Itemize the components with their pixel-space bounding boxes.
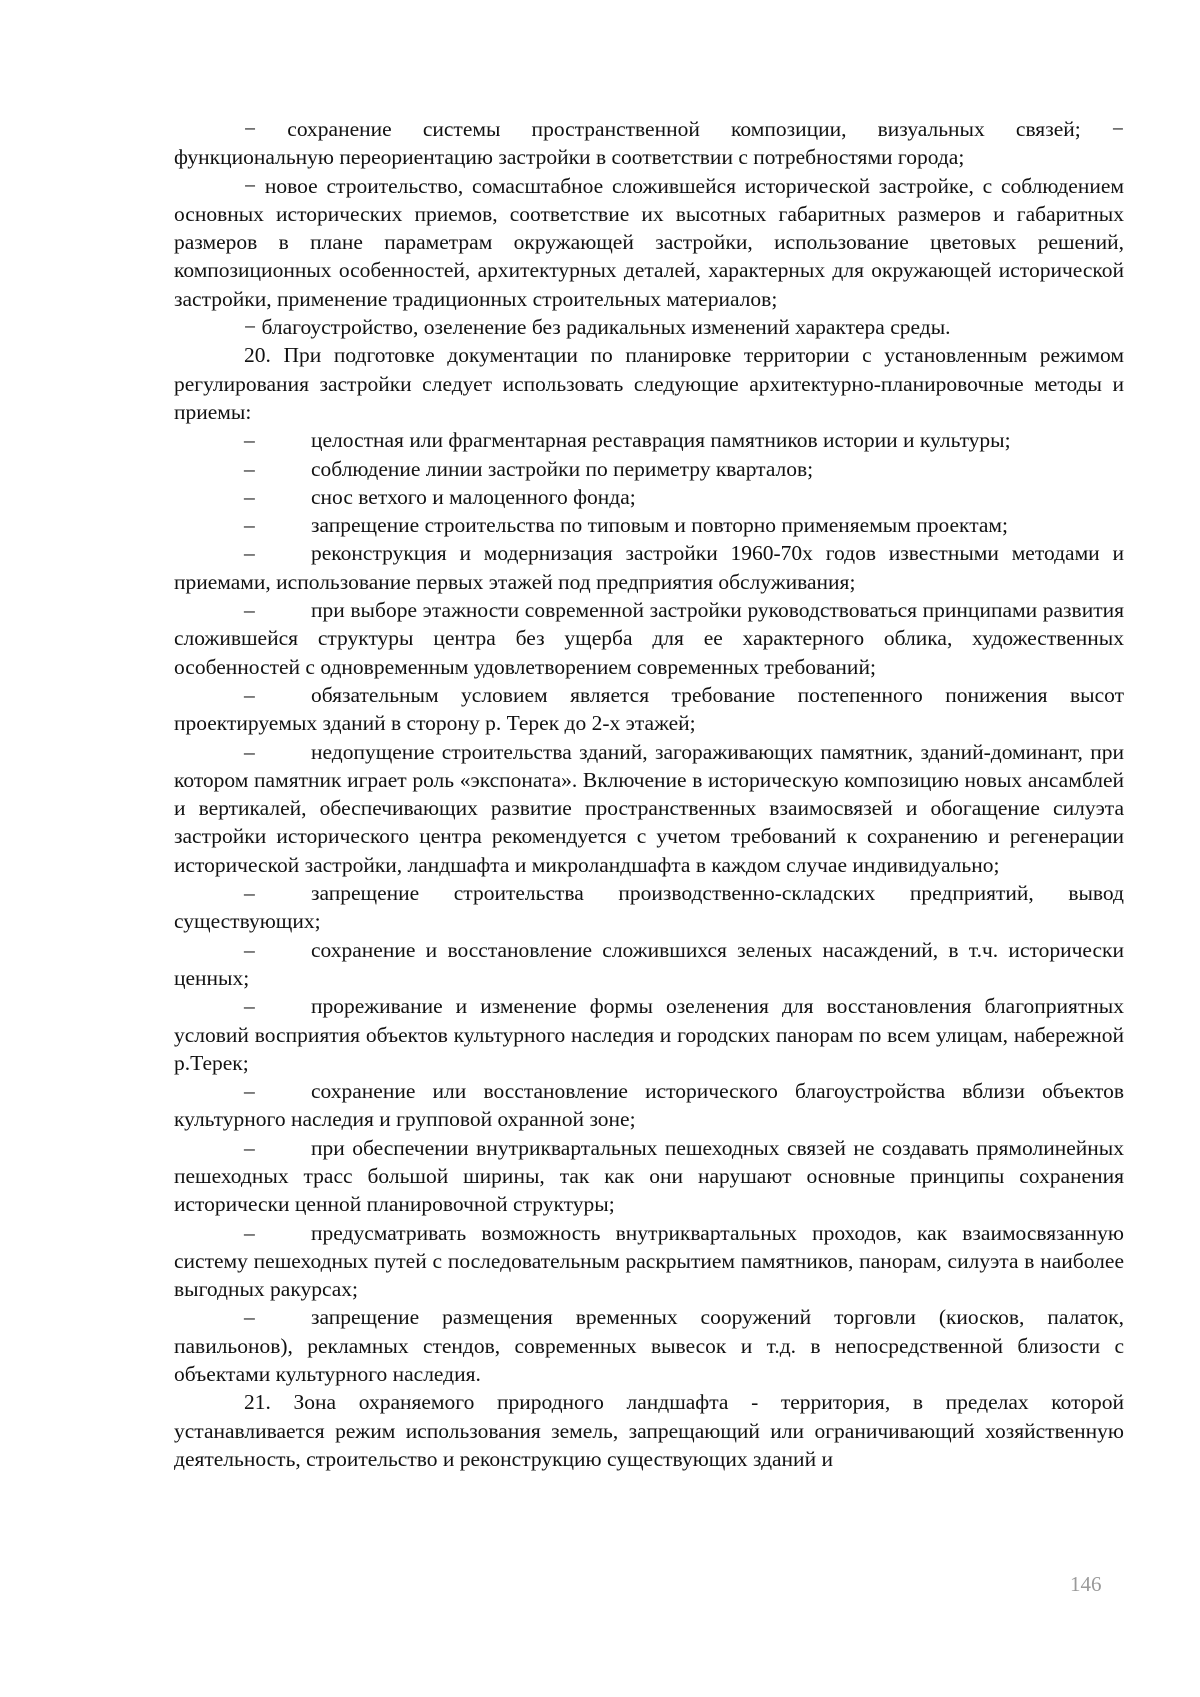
paragraph: − сохранение системы пространственной композиции, визуальных связей; −: [244, 117, 1124, 141]
paragraph: функциональную переориентацию застройки в соответствии с потребностями города;: [174, 145, 965, 170]
list-item: [174, 1303, 1124, 1388]
list-item-text: недопущение строительства зданий, загораживающих памятник, зданий-доминант, при котором памятник играет роль «экспоната». Включение в историческую композицию новых ансамблей и вертикалей, обеспечивающих развитие пространственных взаимосвязей и обогащение силуэта застройки исторического центра рекомендуется с учетом требований к сохранению и регенерации исторической застройки, ландшафта и микроландшафта в каждом случае индивидуально;: [174, 739, 1124, 877]
list-item: [174, 1219, 1124, 1304]
list-item: [174, 1077, 1124, 1134]
dash-bullet: –: [244, 1135, 255, 1160]
dash-bullet: –: [244, 682, 255, 707]
list-item: [174, 681, 1124, 738]
dash-bullet: –: [244, 937, 255, 962]
list-item: [174, 1134, 1124, 1219]
list-item: [174, 738, 1124, 879]
list-item-text: при обеспечении внутриквартальных пешеходных связей не создавать прямолинейных пешеходных трасс большой ширины, так как они нарушают основные принципы сохранения исторически ценной планировочной структуры;: [174, 1135, 1124, 1217]
dash-bullet: –: [244, 541, 255, 566]
dash-bullet: –: [244, 456, 255, 481]
paragraph: 20. При подготовке документации по планировке территории с установленным режимом регулирования застройки следует использовать следующие архитектурно-планировочные методы и приемы:: [174, 343, 1124, 424]
dash-bullet: –: [244, 1305, 255, 1330]
list-item-text: соблюдение линии застройки по периметру кварталов;: [311, 456, 814, 481]
document-page: [174, 115, 1124, 1473]
list-item-text: сохранение или восстановление исторического благоустройства вблизи объектов культурного наследия и групповой охранной зоне;: [174, 1079, 1124, 1132]
list-item-text: запрещение строительства по типовым и повторно применяемым проектам;: [311, 513, 1008, 538]
list-item-text: запрещение размещения временных сооружений торговли (киосков, палаток, павильонов), рекламных стендов, современных вывесок и т.д. в непосредственной близости с объектами культурного наследия.: [174, 1305, 1124, 1387]
list-item-text: при выборе этажности современной застройки руководствоваться принципами развития сложившейся структуры центра без ущерба для ее характерного облика, художественных особенностей с одновременным удовлетворением современных требований;: [174, 598, 1124, 679]
list-item: [174, 992, 1124, 1077]
dash-bullet: –: [244, 1220, 255, 1245]
list-item-text: реконструкция и модернизация застройки 1960-70х годов известными методами и приемами, использование первых этажей под предприятия обслуживания;: [174, 541, 1124, 594]
dash-bullet: –: [244, 1079, 255, 1104]
dash-bullet: –: [244, 428, 255, 453]
list-item: [174, 483, 1124, 511]
list-item-text: целостная или фрагментарная реставрация памятников истории и культуры;: [311, 428, 1011, 453]
list-item: [174, 879, 1124, 936]
list-item-text: прореживание и изменение формы озеленения для восстановления благоприятных условий восприятия объектов культурного наследия и городских панорам по всем улицам, набережной р.Терек;: [174, 994, 1124, 1075]
dash-bullet: –: [244, 994, 255, 1019]
list-item-text: запрещение строительства производственно-складских предприятий, вывод существующих;: [174, 881, 1124, 934]
paragraph: 21. Зона охраняемого природного ландшафта - территория, в пределах которой устанавливается режим использования земель, запрещающий или ограничивающий хозяйственную деятельность, строительство и реконструкцию существующих зданий и: [174, 1390, 1124, 1471]
list-item-text: предусматривать возможность внутриквартальных проходов, как взаимосвязанную систему пешеходных путей с последовательным раскрытием памятников, панорам, силуэта в наиболее выгодных ракурсах;: [174, 1220, 1124, 1302]
list-item: [174, 539, 1124, 596]
list-item: [174, 426, 1124, 454]
list-item-text: снос ветхого и малоценного фонда;: [311, 484, 636, 509]
list-item-text: сохранение и восстановление сложившихся зеленых насаждений, в т.ч. исторически ценных;: [174, 937, 1124, 990]
dash-bullet: –: [244, 598, 255, 623]
list-item: [174, 511, 1124, 539]
dash-bullet: –: [244, 513, 255, 538]
list-item: [174, 596, 1124, 681]
page-number: 146: [1070, 1572, 1102, 1596]
list-item-text: обязательным условием является требование постепенного понижения высот проектируемых зданий в сторону р. Терек до 2-х этажей;: [174, 682, 1124, 736]
dash-bullet: –: [244, 739, 255, 764]
paragraph: − новое строительство, сомасштабное сложившейся исторической застройке, с соблюдением основных исторических приемов, соответствие их высотных габаритных размеров и габаритных размеров в плане параметрам окружающей застройки, использование цветовых решений, композиционных особенностей, архитектурных деталей, характерных для окружающей исторической застройки, применение традиционных строительных материалов;: [174, 173, 1124, 311]
dash-list: [174, 426, 1124, 1388]
list-item: [174, 936, 1124, 993]
paragraph: − благоустройство, озеленение без радикальных изменений характера среды.: [244, 315, 951, 340]
list-item: [174, 455, 1124, 483]
dash-bullet: –: [244, 484, 255, 509]
dash-bullet: –: [244, 881, 255, 906]
